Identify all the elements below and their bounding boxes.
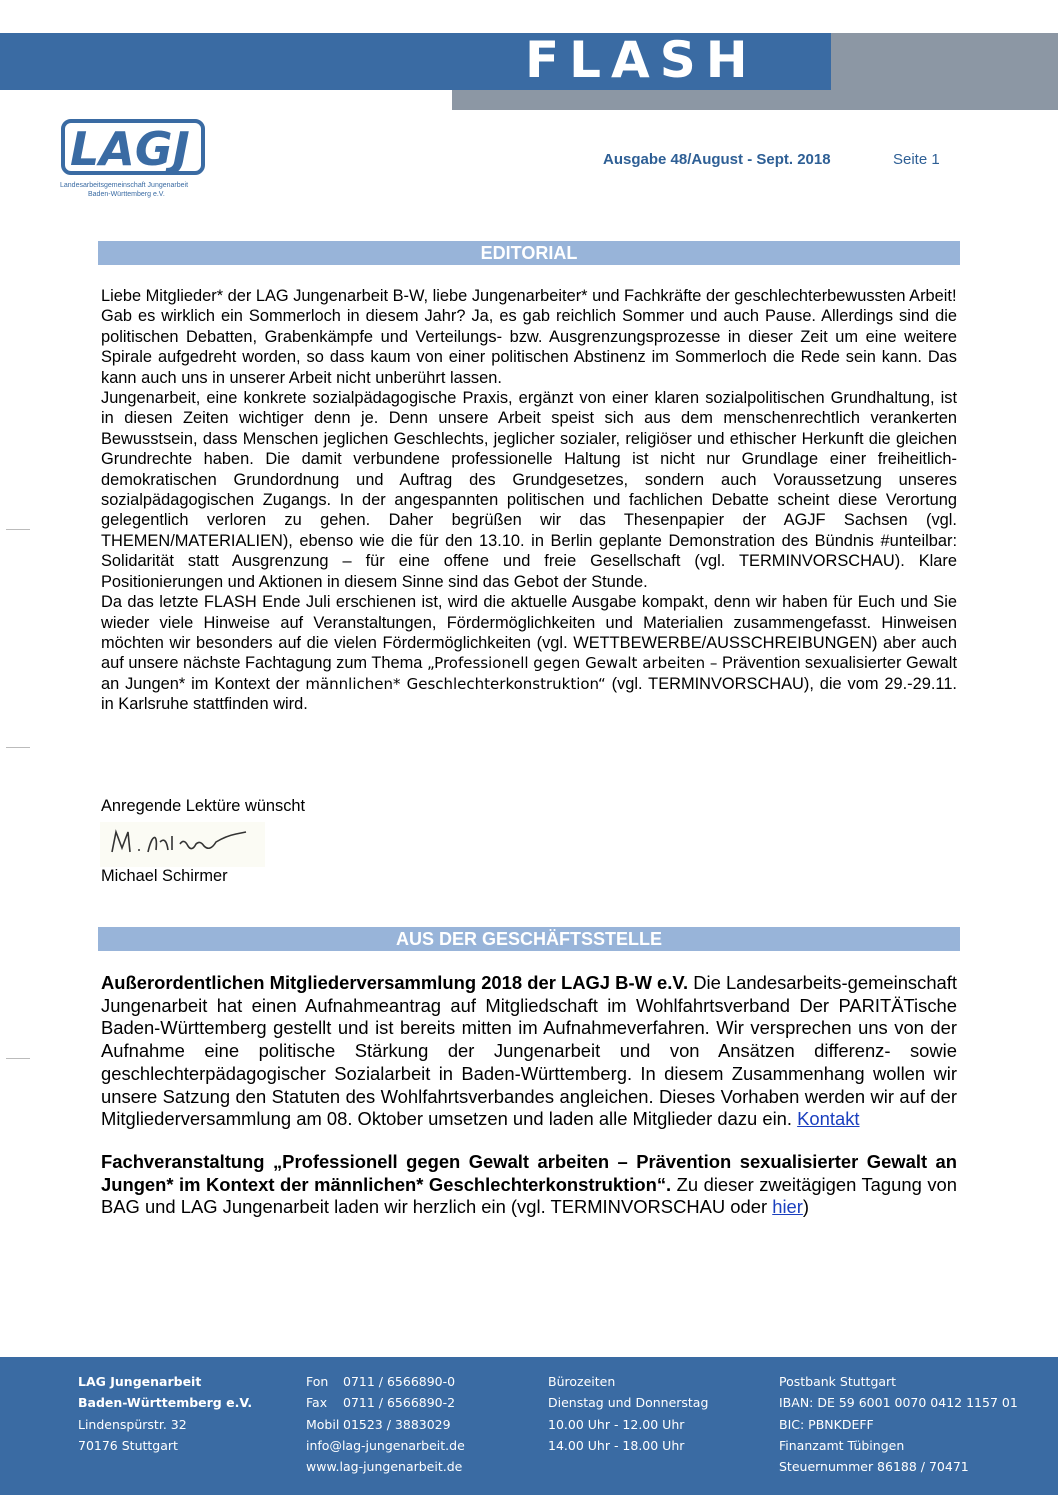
editorial-heading: EDITORIAL (98, 241, 960, 265)
signer-name: Michael Schirmer (101, 867, 228, 885)
signature-image (100, 822, 265, 867)
lagj-logo (58, 115, 213, 200)
logo-subtitle-2: Baden-Württemberg e.V. (88, 191, 165, 198)
margin-mark (6, 747, 30, 748)
footer-address: LAG Jungenarbeit Baden-Württemberg e.V. Lindenspürstr. 32 70176 Stuttgart (78, 1374, 253, 1453)
geschaeftsstelle-heading: AUS DER GESCHÄFTSSTELLE (98, 927, 960, 951)
news-item: Fachveranstaltung „Professionell gegen Gewalt arbeiten – Prävention sexualisierter Gewalt an Jungen* im Kontext der männlichen* Geschlechterkonstruktion“. Zu dieser zweitägigen Tagung von BAG und LAG Jungenarbeit laden wir herzlich ein (vgl. TERMINVORSCHAU oder hier) (101, 1150, 957, 1218)
footer (0, 1357, 1058, 1495)
flash-title: FLASH (525, 31, 758, 89)
footer-office-hours: Bürozeiten Dienstag und Donnerstag 10.00 Uhr - 12.00 Uhr 14.00 Uhr - 18.00 Uhr (548, 1374, 709, 1453)
footer-bank: Postbank Stuttgart IBAN: DE 59 6001 0070 0412 1157 01 BIC: PBNKDEFF Finanzamt Tübingen Steuernummer 86188 / 70471 (779, 1374, 1018, 1475)
editorial-paragraph: Jungenarbeit, eine konkrete sozialpädagogische Praxis, ergänzt von einer klaren sozialpolitischen Grundhaltung, ist in diesen Zeiten wichtiger denn je. Denn unsere Arbeit speist sich aus dem menschenrechtlich verankerten Bewusstsein, dass Menschen jeglichen Geschlechts, jeglicher sozialer, religiöser und ethischer Herkunft die gleichen Grundrechte haben. Die damit verbundene professionelle Haltung ist nicht nur Grundlage einer freiheitlich-demokratischen Grundordnung und Auftrag des Grundgesetzes, sondern auch Voraussetzung unseres sozialpädagogischen Zugangs. In der angespannten politischen und fachlichen Debatte scheint diese Verortung gelegentlich verloren zu gehen. Daher begrüßen wir das Thesenpapier der AGJF Sachsen (vgl. THEMEN/MATERIALIEN), ebenso wie die für den 13.10. in Berlin geplante Demonstration des Bündnis #unteilbar: Solidarität statt Ausgrenzung – für eine offene und freie Gesellschaft (vgl. TERMINVORSCHAU). Klare Positionierungen und Aktionen in diesem Sinne sind das Gebot der Stunde. (101, 389, 957, 591)
footer-email[interactable]: info@lag-jungenarbeit.de (306, 1437, 465, 1453)
editorial-paragraph: Gab es wirklich ein Sommerloch in diesem Jahr? Ja, es gab reichlich Sommer und auch Pause. Allerdings sind die politischen Debatten, Grabenkämpfe und Verteilungs- bzw. Ausgrenzungsprozesse in dieser Zeit um eine weitere Spirale aufgedreht worden, so dass kaum von einer politischen Abstinenz im Sommerloch die Rede sein kann. Das kann auch uns in unserer Arbeit nicht unberührt lassen. (101, 307, 957, 387)
footer-website[interactable]: www.lag-jungenarbeit.de (306, 1459, 463, 1475)
news-item: Außerordentlichen Mitgliederversammlung 2018 der LAGJ B-W e.V. Die Landesarbeits-gemeinschaft Jungenarbeit hat einen Aufnahmeantrag auf Mitgliedschaft im Wohlfahrtsverband Der PARITÄTische Baden-Württemberg gestellt und ist bereits mitten im Aufnahmeverfahren. Wir versprechen uns von der Aufnahme eine politische Stärkung der Jungenarbeit und von Ansätzen differenz- sowie geschlechterpädagogischer Sozialarbeit in Baden-Württemberg. In diesem Zusammenhang wollen wir unsere Satzung den Statuten des Wohlfahrtsverbandes angleichen. Dieses Vorhaben werden wir auf der Mitgliederversammlung am 08. Oktober umsetzen und laden alle Mitglieder dazu ein. Kontakt (101, 972, 957, 1130)
logo-text: LAGJ (70, 122, 190, 176)
page-number: Seite 1 (893, 151, 940, 168)
logo-subtitle-1: Landesarbeitsgemeinschaft Jungenarbeit (60, 182, 189, 189)
hier-link[interactable]: hier (772, 1196, 803, 1218)
editorial-body (101, 286, 957, 715)
issue-label: Ausgabe 48/August - Sept. 2018 (603, 151, 831, 168)
margin-mark (6, 529, 30, 530)
geschaeftsstelle-body (101, 972, 957, 1239)
footer-contact-values: 0711 / 6566890-0 0711 / 6566890-2 01523 / 3883029 (343, 1374, 456, 1432)
footer-contact-labels: Fon Fax Mobil info@lag-jungenarbeit.de www.lag-jungenarbeit.de (306, 1371, 465, 1477)
editorial-paragraph: Da das letzte FLASH Ende Juli erschienen ist, wird die aktuelle Ausgabe kompakt, denn wir haben für Euch und Sie wieder viele Hinweise auf Veranstaltungen, Fördermöglichkeiten und Materialien zusammengefasst. Hinweisen möchten wir besonders auf die vielen Fördermöglichkeiten (vgl. WETTBEWERBE/AUSSCHREIBUNGEN) aber auch auf unsere nächste Fachtagung zum Thema „Professionell gegen Gewalt arbeiten – Prävention sexualisierter Gewalt an Jungen* im Kontext der männlichen* Geschlechterkonstruktion“ (vgl. TERMINVORSCHAU), die vom 29.-29.11. in Karlsruhe stattfinden wird. (101, 593, 958, 714)
margin-mark (6, 1058, 30, 1059)
closing-line: Anregende Lektüre wünscht (101, 797, 306, 815)
kontakt-link[interactable]: Kontakt (797, 1108, 860, 1130)
editorial-paragraph: Liebe Mitglieder* der LAG Jungenarbeit B-W, liebe Jungenarbeiter* und Fachkräfte der geschlechterbewussten Arbeit! (101, 287, 957, 305)
